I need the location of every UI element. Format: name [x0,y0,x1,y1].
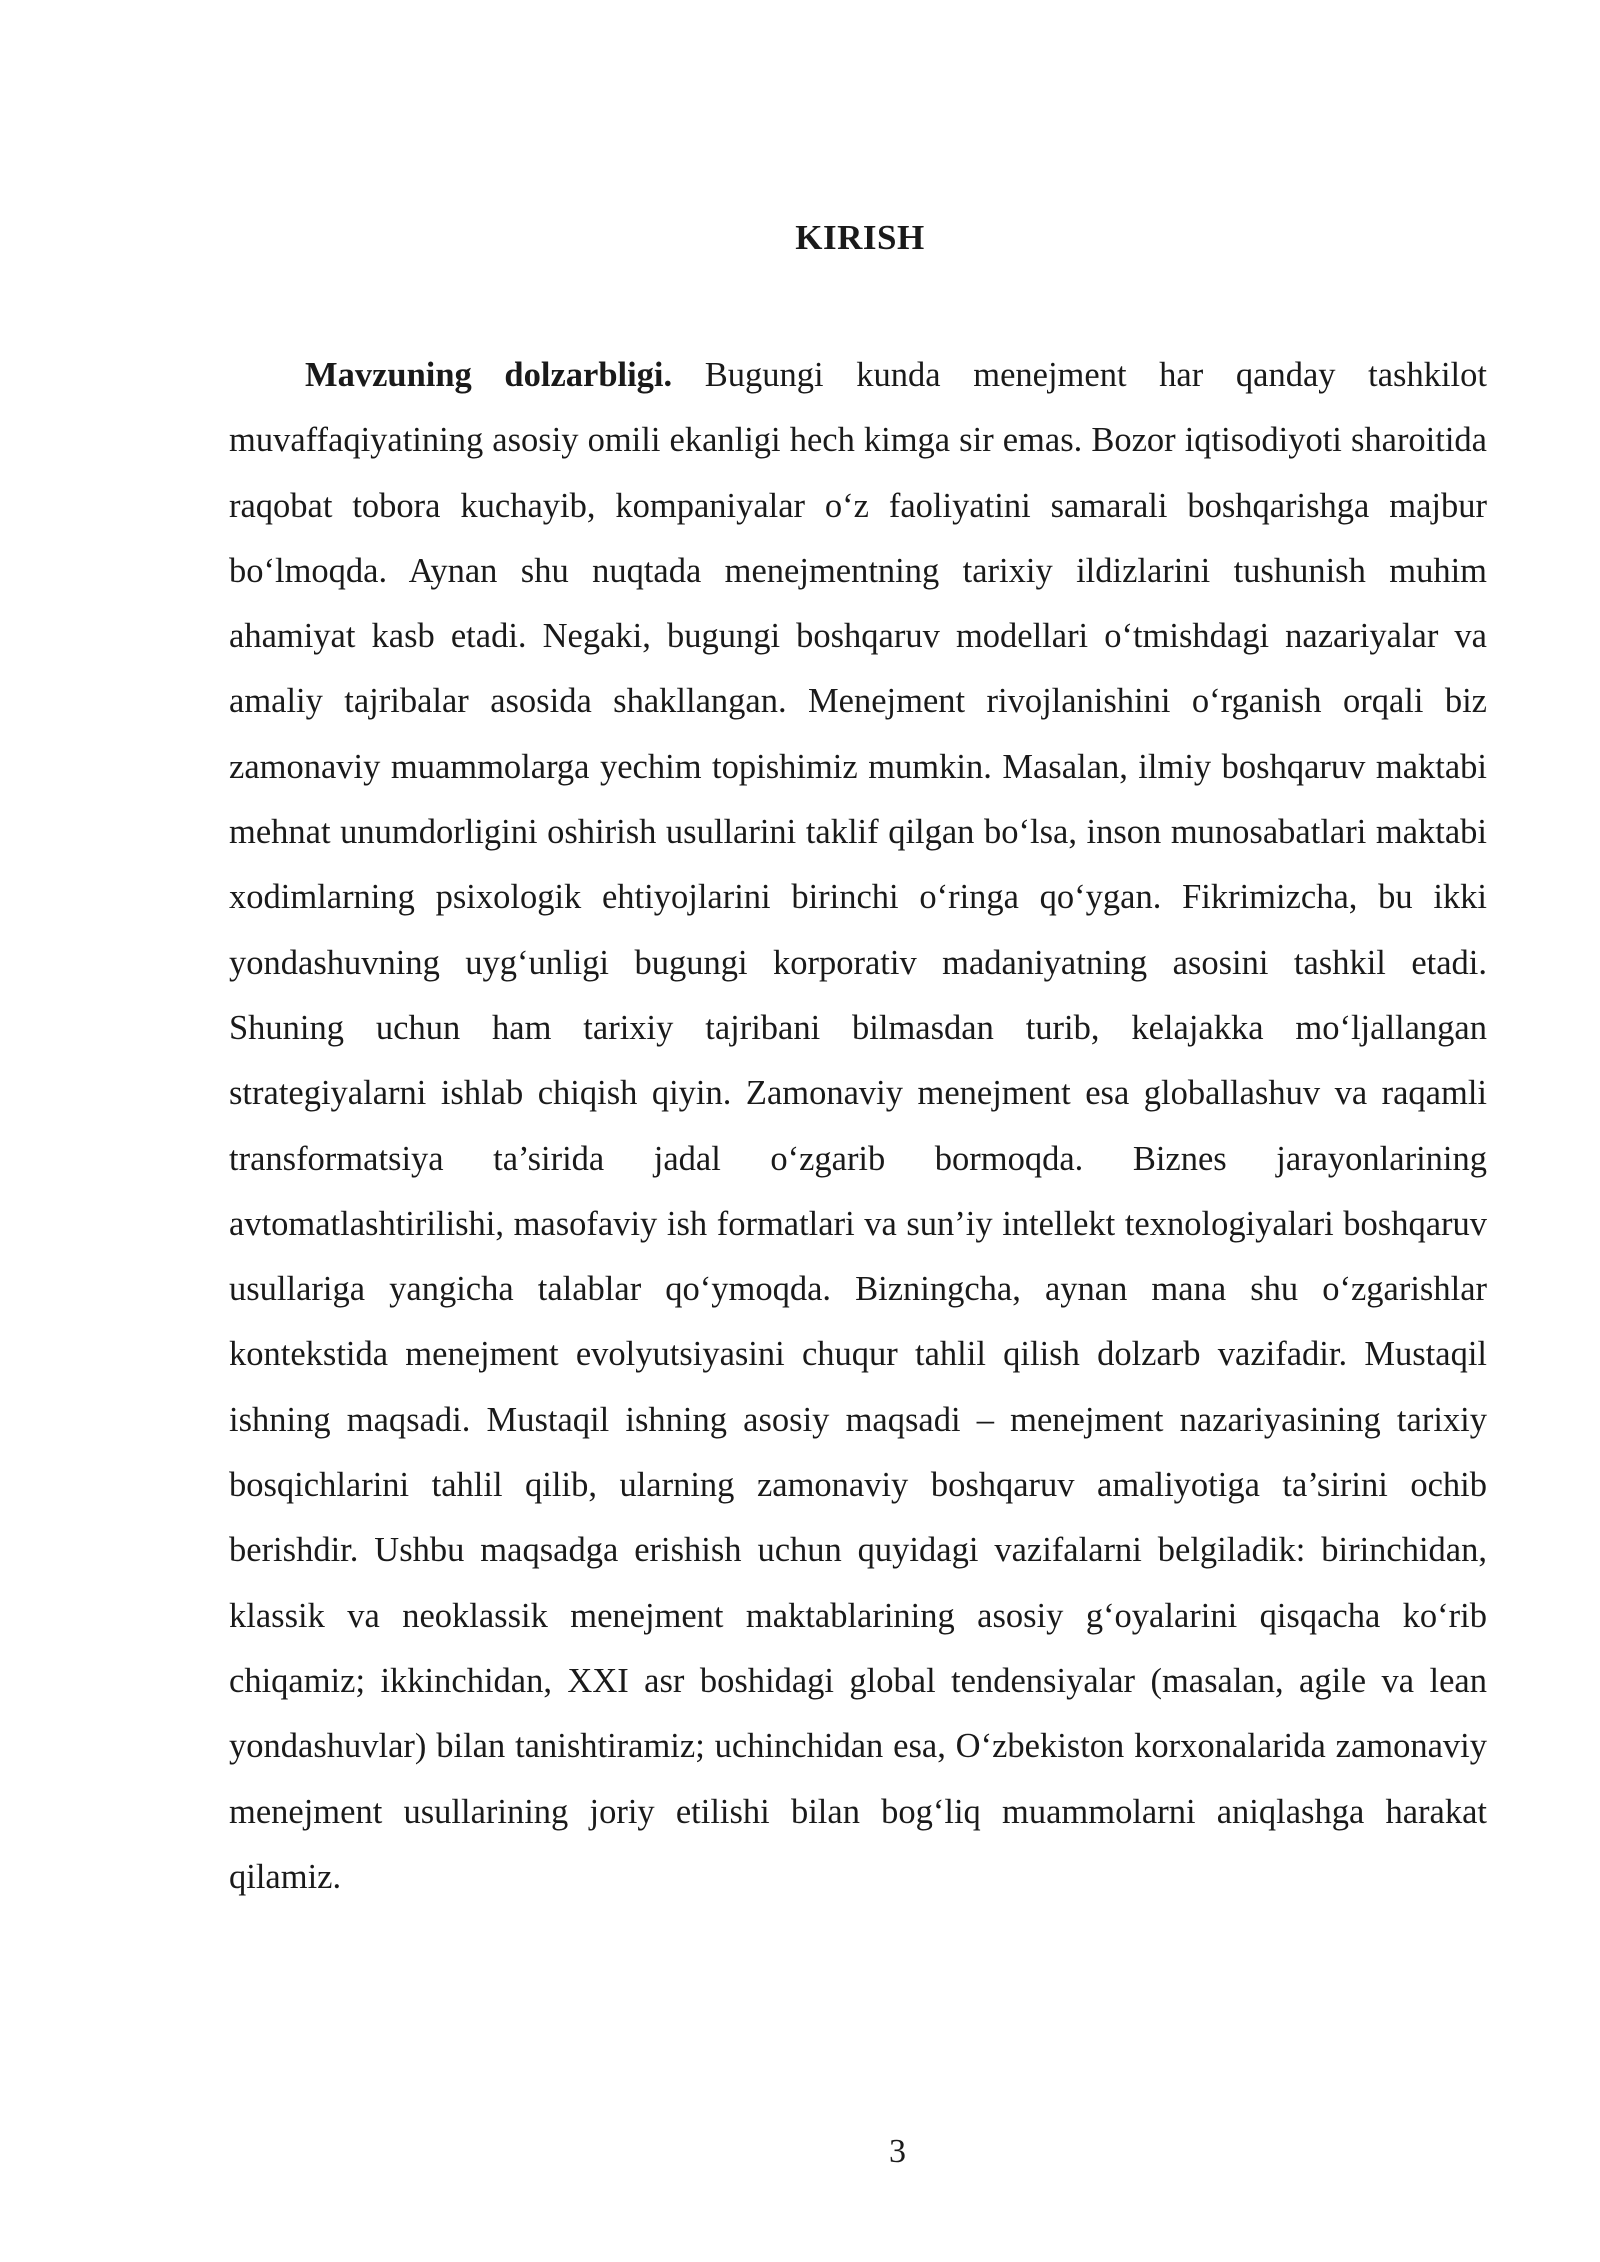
paragraph-lead: Mavzuning dolzarbligi. [305,356,673,394]
body-paragraph [229,343,1487,1910]
page-heading: KIRISH [795,218,925,257]
page-number: 3 [889,2133,906,2170]
paragraph-text: Bugungi kunda menejment har qanday tashkilot muvaffaqiyatining asosiy omili ekanligi hech kimga sir emas. Bozor iqtisodiyoti sharoitida raqobat tobora kuchayib, kompaniyalar o‘z faoliyatini samarali boshqarishga majbur bo‘lmoqda. Aynan shu nuqtada menejmentning tarixiy ildizlarini tushunish muhim ahamiyat kasb etadi. Negaki, bugungi boshqaruv modellari o‘tmishdagi nazariyalar va amaliy tajribalar asosida shakllangan. Menejment rivojlanishini o‘rganish orqali biz zamonaviy muammolarga yechim topishimiz mumkin. Masalan, ilmiy boshqaruv maktabi mehnat unumdorligini oshirish usullarini taklif qilgan bo‘lsa, inson munosabatlari maktabi xodimlarning psixologik ehtiyojlarini birinchi o‘ringa qo‘ygan. Fikrimizcha, bu ikki yondashuvning uyg‘unligi bugungi korporativ madaniyatning asosini tashkil etadi. Shuning uchun ham tarixiy tajribani bilmasdan turib, kelajakka mo‘ljallangan strategiyalarni ishlab chiqish qiyin. Zamonaviy menejment esa globallashuv va raqamli transformatsiya ta’sirida jadal o‘zgarib bormoqda. Biznes jarayonlarining avtomatlashtirilishi, masofaviy ish formatlari va sun’iy intellekt texnologiyalari boshqaruv usullariga yangicha talablar qo‘ymoqda. Bizningcha, aynan mana shu o‘zgarishlar kontekstida menejment evolyutsiyasini chuqur tahlil qilish dolzarb vazifadir. Mustaqil ishning maqsadi. Mustaqil ishning asosiy maqsadi – menejment nazariyasining tarixiy bosqichlarini tahlil qilib, ularning zamonaviy boshqaruv amaliyotiga ta’sirini ochib berishdir. Ushbu maqsadga erishish uchun quyidagi vazifalarni belgiladik: birinchidan, klassik va neoklassik menejment maktablarining asosiy g‘oyalarini qisqacha ko‘rib chiqamiz; ikkinchidan, XXI asr boshidagi global tendensiyalar (masalan, agile va lean yondashuvlar) bilan tanishtiramiz; uchinchidan esa, O‘zbekiston korxonalarida zamonaviy menejment usullarining joriy etilishi bilan bog‘liq muammolarni aniqlashga harakat qilamiz. [229,356,1487,1896]
